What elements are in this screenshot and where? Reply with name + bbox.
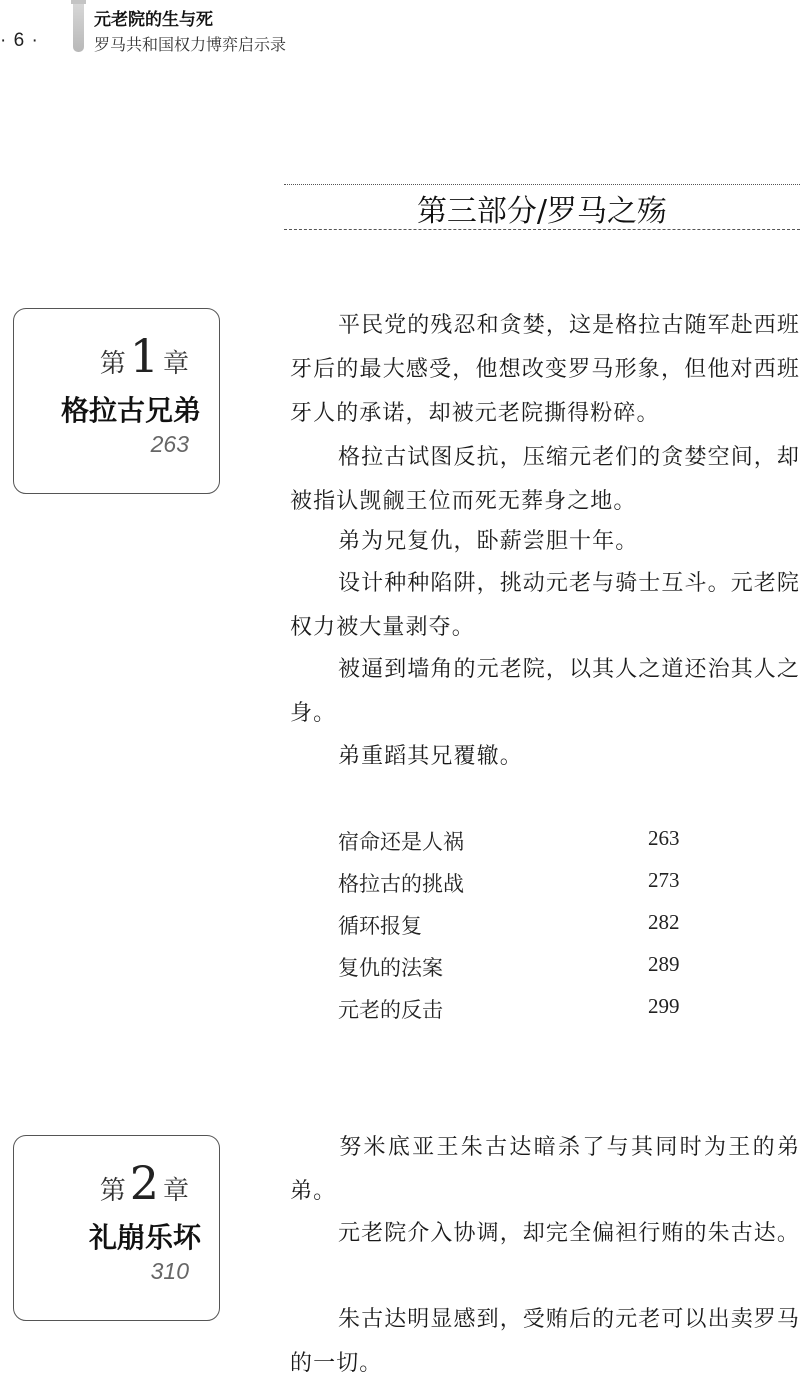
chapter-2-name: 礼崩乐坏 [88, 1221, 201, 1254]
part-rule-bottom [284, 229, 800, 230]
chapter-prefix: 第 [99, 349, 126, 379]
section-item[interactable] [338, 826, 688, 868]
chapter-2-number [100, 1156, 189, 1210]
chapter-2-paragraph-1 [290, 1126, 800, 1214]
header-decoration-bar [73, 0, 84, 52]
part-rule-top [284, 184, 800, 185]
book-title: 元老院的生与死 [94, 10, 213, 30]
section-page: 273 [648, 868, 680, 892]
section-page: 282 [648, 910, 680, 934]
section-page: 299 [648, 994, 680, 1018]
paragraph-text: 弟重蹈其兄覆辙。 [338, 744, 523, 769]
paragraph-text: 努米底亚王朱古达暗杀了与其同时为王的弟弟。 [290, 1135, 800, 1204]
part-title: 第三部分/罗马之殇 [416, 194, 668, 229]
paragraph-text: 被逼到墙角的元老院，以其人之道还治其人之身。 [290, 657, 800, 726]
section-item[interactable] [338, 910, 688, 952]
paragraph-text: 平民党的残忍和贪婪，这是格拉古随军赴西班牙后的最大感受，他想改变罗马形象，但他对西班牙人的承诺，却被元老院撕得粉碎。 [290, 313, 800, 426]
chapter-1-page: 263 [150, 431, 189, 457]
section-page: 289 [648, 952, 680, 976]
chapter-1-name: 格拉古兄弟 [60, 394, 201, 427]
chapter-1-paragraph-1 [290, 304, 800, 436]
section-title[interactable]: 宿命还是人祸 [338, 830, 464, 854]
chapter-number: 2 [129, 1156, 159, 1210]
page-number: · 6 · [0, 30, 39, 51]
paragraph-text: 设计种种陷阱，挑动元老与骑士互斗。元老院权力被大量剥夺。 [290, 571, 800, 640]
chapter-2-page: 310 [150, 1258, 189, 1284]
chapter-2-card [13, 1135, 220, 1321]
chapter-1-paragraph-3 [290, 520, 800, 564]
section-title[interactable]: 复仇的法案 [338, 956, 443, 980]
paragraph-text: 弟为兄复仇，卧薪尝胆十年。 [338, 529, 639, 554]
section-title[interactable]: 元老的反击 [338, 998, 443, 1022]
chapter-2-paragraph-2 [290, 1212, 800, 1256]
chapter-number: 1 [129, 329, 159, 383]
chapter-2-paragraph-3 [290, 1298, 800, 1386]
section-item[interactable] [338, 868, 688, 910]
chapter-suffix: 章 [162, 1176, 189, 1206]
chapter-1-paragraph-4 [290, 562, 800, 650]
paragraph-text: 元老院介入协调，却完全偏袒行贿的朱古达。 [338, 1221, 800, 1246]
paragraph-text: 朱古达明显感到，受贿后的元老可以出卖罗马的一切。 [290, 1307, 800, 1376]
chapter-1-paragraph-2 [290, 436, 800, 524]
book-subtitle: 罗马共和国权力博弈启示录 [94, 37, 287, 54]
section-item[interactable] [338, 952, 688, 994]
paragraph-text: 格拉古试图反抗，压缩元老们的贪婪空间，却被指认觊觎王位而死无葬身之地。 [290, 445, 800, 514]
chapter-suffix: 章 [162, 349, 189, 379]
section-title[interactable]: 格拉古的挑战 [338, 872, 464, 896]
chapter-prefix: 第 [99, 1176, 126, 1206]
chapter-1-paragraph-5 [290, 648, 800, 736]
chapter-1-paragraph-6 [290, 735, 800, 779]
section-page: 263 [648, 826, 680, 850]
section-item[interactable] [338, 994, 688, 1036]
section-title[interactable]: 循环报复 [338, 914, 422, 938]
chapter-1-card [13, 308, 220, 494]
chapter-1-number [100, 329, 189, 383]
